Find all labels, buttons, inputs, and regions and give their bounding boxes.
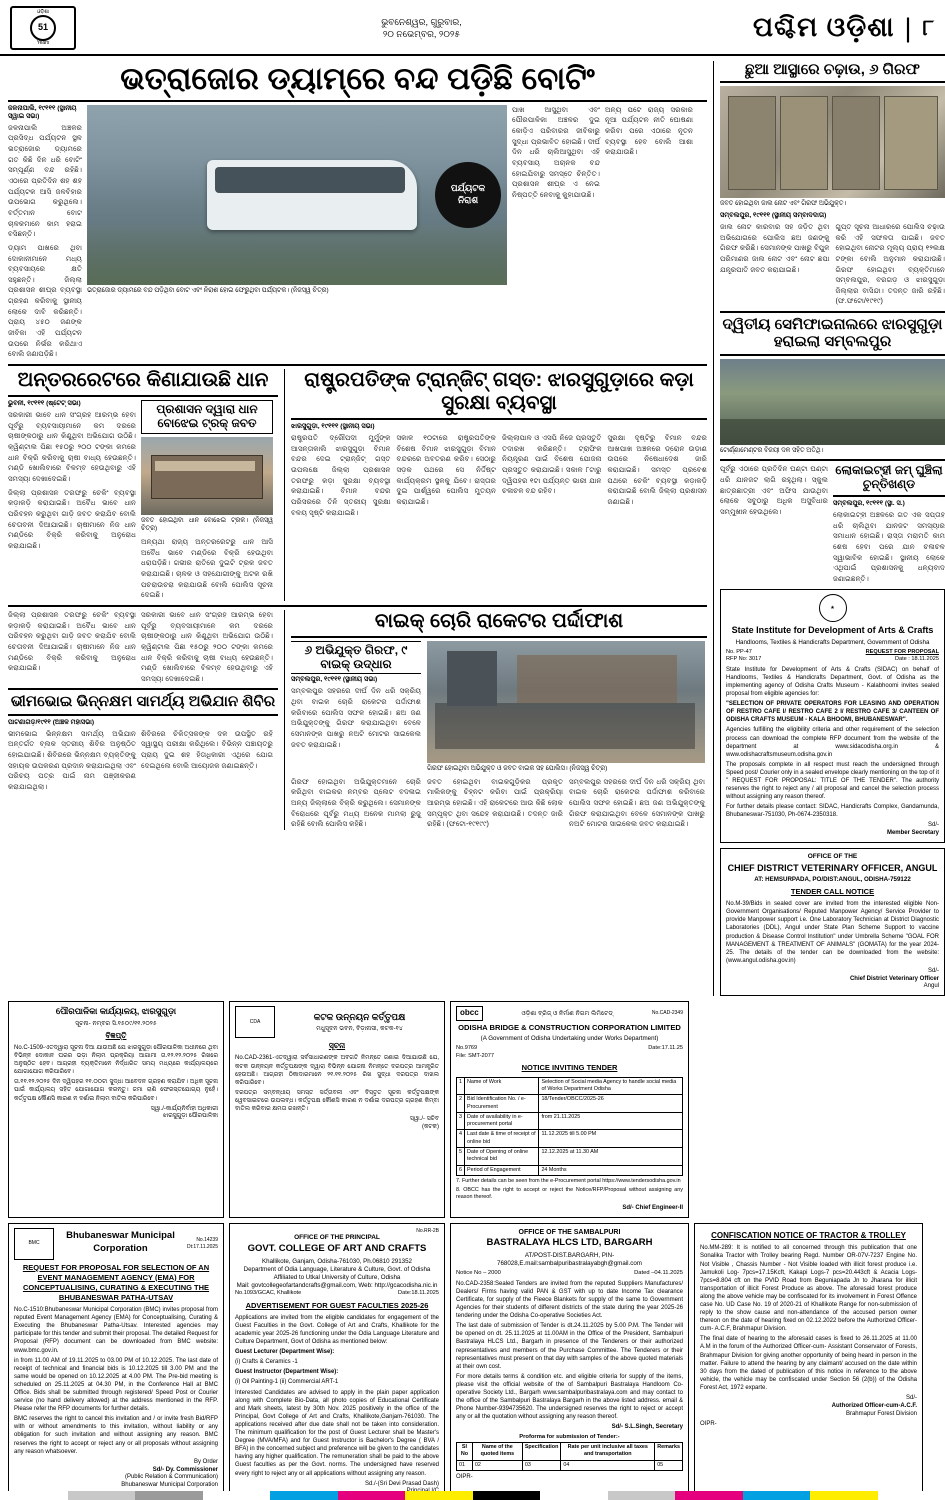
gcac-body-2: Interested Candidates are advised to apply in the plain paper application along with Complete Bio-Data, all photo copies of Educational Certificate and Mark sheets, latest by 30th Nov. 2025 positively in the office of the Principal, Govt College of Art and Crafts, Khallikote,Ganjam-761030. The applications received after due date shall not be taken into consideration. The minimum qualification for the post of Guest Lecturer shall be Master's Degree (MVA/MFA) and for Guest Instructor is Bachelor's Degree ( BVA / BFA) in the concerned subject and preference will be given to the candidates having any higher qualification. The remuneration shall be paid to the above Guest faculties as per the Govt. norms. The undersigned have reserved every right to reject any or all applications without assigning any reason. (235, 1389, 439, 1477)
bastralaya-address: AT/POST-DIST.BARGARH, PIN-768028,E.mail:sambalpuribastralayabgh@gmail.com (497, 1251, 642, 1267)
gcac-li-1: Guest Lecturer (Department Wise): (235, 1349, 335, 1356)
obcc-notice-title: NOTICE INVITING TENDER (521, 1063, 618, 1073)
president-byline: ଝାରସୁଗୁଡ଼ା, ୧୯୧୧୧ (ସ୍ଥାନୀୟ ସଭା) (291, 423, 375, 431)
table-cell: 5 (457, 1147, 465, 1165)
semifinal-caption: ଟୋର୍ଣ୍ଣାମେଣ୍ଟର ବିଜୟୀ ଦଳ ସହିତ ଅତିଥି। (720, 446, 824, 454)
ring-headline: ଲୋକାଇଟ୍‌ହୀ ଜମ୍ ଘୁଞ୍ଚିଲା ଚୁନ୍ତିଖଣ୍ଡ (835, 463, 943, 492)
bmc-sign-2: Sd/- Dy. Commissioner (152, 1466, 218, 1473)
angul-office-label: OFFICE OF THE (807, 853, 858, 861)
lead-col-1 (8, 105, 82, 360)
table-cell: 1 (457, 1077, 465, 1095)
table-cell: 01 (457, 1460, 473, 1470)
fake-note-photo (720, 86, 945, 198)
rice-body-1: ସରକାରୀ ଭାବେ ଧାନ ସଂଗ୍ରହ ଆରମ୍ଭ ହେବା ପୂର୍ବରୁ ବ୍ୟବସାୟୀମାନେ କମ ଦରରେ ଚାଷୀଙ୍କଠାରୁ ଧାନ କିଣୁଥିବା ଅଭିଯୋଗ ଉଠିଛି। କ୍ୱିଣ୍ଟାଲ ପିଛା ୧୫୦ରୁ ୨୦୦ ଟଙ୍କା କମରେ ଧାନ ବିକ୍ରି କରିବାକୁ ଚାଷୀ ବାଧ୍ୟ ହେଉଛନ୍ତି। ମଣ୍ଡି ଖୋଲିବାରେ ବିଳମ୍ବ ହେଉଥିବାରୁ ଏହି ସମସ୍ୟା ଦେଖାଦେଇଛି। (8, 410, 136, 484)
ad-row-1 (0, 1001, 945, 1217)
sidac-no: No. PP-47 (726, 648, 752, 655)
table-cell: 11.12.2025 till 5.00 PM (539, 1130, 683, 1148)
second-row (8, 369, 707, 601)
fake-note-body-2: ଗୁପ୍ତ ସୂଚନା ଆଧାରରେ ପୋଲିସ ଚଢ଼ାଉ କରି ଏହି ସଫଳତା ପାଇଛି। ଜବତ ହୋଇଥିବା ନୋଟର ମୂଲ୍ୟ ପ୍ରାୟ ୧୨ଲକ୍ଷ ଟଙ୍କା ବୋଲି ଅନୁମାନ କରାଯାଉଛି। ଗିରଫ ହୋଇଥିବା ବ୍ୟକ୍ତିମାନେ ସମ୍ବଲପୁର, ବରଗଡ଼ ଓ ଝାରସୁଗୁଡ଼ା ଜିଲ୍ଲାର ବାସିନ୍ଦା। ତଦନ୍ତ ଜାରି ରହିଛି। (ଫ.ଫଟୋ/୧୯୧୯) (835, 221, 945, 306)
bastralaya-oipr: OIPR- (456, 1473, 473, 1480)
bastralaya-body-3: For more details terms & condition etc. and eligible criteria for supply of the items, please visit the official website of the of Sambalpuri Bastralaya Handloom Co-operative Society Ltd., Bargarh www.sambalpuribastralaya.com and may contact to the office of the Sambalpuri Bastralaya Bargarh in the above listed address. email & Phone Number-9394735620. The undersigned reserves the right to reject or accept any or all the quotation without assigning any reason thereof. (456, 1373, 683, 1421)
semifinal-photo (720, 359, 945, 445)
story-rice-continued (8, 610, 278, 830)
obcc-sign: Sd/- Chief Engineer-II (622, 1204, 683, 1211)
rice-col-1 (8, 400, 136, 601)
bmc-sign-3: (Public Relation & Communication) (124, 1474, 218, 1481)
table-header-cell: Sl No (457, 1442, 473, 1460)
gcac-address: Khallikote, Ganjam, Odisha-761030, Ph.06810 291352 (262, 1257, 412, 1265)
obcc-logo-icon: obcc (456, 1006, 483, 1021)
page-number: ୮ (922, 15, 935, 40)
ad-sambalpuri-bastralaya (450, 1223, 689, 1500)
angul-sign-3: Angul (923, 983, 939, 990)
bastralaya-proforma-label: Proforma for submission of Tender:- (519, 1434, 620, 1441)
angul-body: No.M-39/Bids in sealed cover are invited from the interested eligible Non-Government Organisations/ Reputed Manpower Agency/ Service Provider to provide Manpower support i.e. One Laboratory Technician at District Diagnostic Laboratories (DDL), Angul under State Plan Scheme Support to vaccine production & Disease Control Institution" under Umbrella Scheme "GOAL FOR MANAGEMENT & TREATMENT OF ANIMALS" (GOMATA) for the year 2024-25. The details of the tender can be downloaded from the website: (www.angul.odisha.gov.in) (726, 901, 939, 964)
table-cell: Last date & time of receipt of online bid (465, 1130, 539, 1148)
story-president (291, 369, 707, 601)
rice-byline: ଭୁବନୀ, ୧୯୧୧୧ (ଷ୍ଟେଟ୍ ସଭା) (8, 400, 81, 408)
semifinal-headline: ଦ୍ୱିତୀୟ ସେମିଫାଇନାଲରେ ଝାରସୁଗୁଡ଼ା ହରାଇଲା ସମ୍ବଲପୁର (722, 316, 943, 351)
rice-cont-1: ଜିଲ୍ଲା ପ୍ରଶାସନ ତରଫରୁ ଚେକିଂ ବ୍ୟବସ୍ଥା କଡ଼ାକଡ଼ି କରାଯାଇଛି। ଅବୈଧ ଭାବେ ଧାନ ପରିବହନ କରୁଥିବା ଗାଡ଼ି ଜବତ କରାଯିବ ବୋଲି ଚେତାବନୀ ଦିଆଯାଇଛି। ଚାଷୀମାନେ ନିଜ ଧାନ ମଣ୍ଡିରେ ବିକ୍ରି କରିବାକୁ ଅନୁରୋଧ କରାଯାଇଛି। (8, 609, 136, 673)
bike-body-4: ସମ୍ବଲପୁର ସହରରେ ଦୀର୍ଘ ଦିନ ଧରି ସକ୍ରିୟ ଥିବା ବାଇକ ଚୋରି ରାକେଟର ପର୍ଦ୍ଦାଫାଶ କରିବାରେ ପୋଲିସ ସଫଳ ହୋଇଛି। ଛଅ ଜଣ ଅଭିଯୁକ୍ତଙ୍କୁ ଗିରଫ କରାଯାଇଥିବା ବେଳେ ସେମାନଙ୍କ ପାଖରୁ ନଅଟି ମୋଟର ସାଇକେଲ ଜବତ କରାଯାଇଛି। (569, 776, 705, 829)
fake-note-byline: ସମ୍ବଲପୁର, ୧୯୧୧୧ (ସ୍ଥାନୀୟ ସମ୍ବାଦଦାତା) (720, 211, 827, 219)
table-cell: from 21.11.2025 (539, 1112, 683, 1130)
table-cell: 18/Tender/OBCC/2025-26 (539, 1095, 683, 1113)
masthead-dateline (76, 16, 753, 40)
gcac-li-4: (i) Oil Painting-1 (ii) Commercial ART-1 (235, 1379, 339, 1386)
sidac-body-1: State Institute for Development of Arts & Crafts (SIDAC) on behalf of Handlooms, Textiles & Handicrafts Department, Govt. of Odisha as the implementing agency of Odisha Crafts Museum - Kalabhoomi invites sealed proposal from eligible agencies for: (726, 666, 939, 698)
table-cell: 2 (457, 1095, 465, 1113)
table-row (457, 1112, 683, 1130)
cda-body-1: No.CAD-2361-ଏତଦ୍ୱାରା ସର୍ବସାଧାରଣଙ୍କ ଅବଗତି ନିମନ୍ତେ ଜଣାଇ ଦିଆଯାଉଛି ଯେ, କଟକ ଉନ୍ନୟନ କର୍ତ୍ତୃପକ୍ଷଙ୍କ ଦ୍ୱାରା ବିଭିନ୍ନ ଯୋଜନା ନିମନ୍ତେ ଦରପତ୍ର ଆମନ୍ତ୍ରିତ ହେଉଅଛି। ଆଗ୍ରହୀ ଠିକାଦାରମାନେ ୨୧.୧୧.୨୦୨୫ ରିଖ ସୁଦ୍ଧା ଦରପତ୍ର ଦାଖଲ କରିପାରିବେ। (235, 1055, 439, 1086)
lead-col-3 (512, 105, 600, 360)
president-body-3: ଜିଲ୍ଲାପାଳ ଓ ଏସପି ନିଜେ ପ୍ରସ୍ତୁତି ତଦାରଖ କରିଛନ୍ତି। ଟ୍ରାଫିକ ନିୟନ୍ତ୍ରଣ ପାଇଁ ବିଶେଷ ଯୋଜନା ପ୍ରସ୍ତୁତ କରାଯାଇଛି। ସକାଳ ୮ଟାରୁ ଦ୍ୱିପହର ୧ଟା ପର୍ଯ୍ୟନ୍ତ ଭାରୀ ଯାନ ଚଳାଚଳ ବନ୍ଦ ରହିବ। (502, 433, 602, 496)
table-row (457, 1095, 683, 1113)
bmc-sign-4: Bhubaneswar Municipal Corporation (121, 1482, 218, 1489)
bike-sub-headline: ୬ ଅଭିଯୁକ୍ତ ଗିରଫ, ୯ ବାଇକ୍ ଉଦ୍ଧାର (291, 641, 421, 675)
table-cell: 24 Months (539, 1165, 683, 1175)
lead-headline: ଭତ୍ରାଜୋର ଡ୍ୟାମ୍‌ରେ ବନ୍ଦ ପଡ଼ିଛି ବୋଟିଂ (120, 61, 595, 96)
sidac-body-3: Agencies fulfilling the eligibility criteria and other requirement of the selection process can download the complete RFP document from the website of the department at www.sidacodisha.org.in & www.odishacraftsmuseum.odisha.gov.in (726, 727, 939, 758)
sidac-sign-1: Sd/- (927, 822, 939, 829)
obcc-foot-1: 7. Further details can be seen from the e-Procurement portal https://www.tendersodisha.gov.in (456, 1177, 681, 1184)
bastralaya-office-label: OFFICE OF THE SAMBALPURI (518, 1228, 621, 1236)
jharsuguda-sub: ସୂଚନା- ନମ୍ବର ସି.୧୫୦୯/୧୧.୨୦୨୫ (75, 1019, 157, 1027)
table-cell: Period of Engagement (465, 1165, 539, 1175)
truck-photo-caption: ଜବତ ହୋଇଥିବା ଧାନ ବୋଝେଇ ଟ୍ରକ। (ନିଜସ୍ୱ ଚିତ୍ର) (141, 516, 273, 533)
table-cell: Date of availability in e-procurement portal (465, 1112, 539, 1130)
bmc-no: No.14239 (196, 1236, 218, 1243)
camp-body-2: ଶିବିରରେ ଚିକିତ୍ସକଙ୍କ ଦଳ ଉପସ୍ଥିତ ରହି ସ୍ୱାସ୍ଥ୍ୟ ପରୀକ୍ଷା କରିଥିଲେ। ବିଭିନ୍ନ ପଞ୍ଚାୟତରୁ ପ୍ରାୟ ଦୁଇ ଶହ ହିତାଧିକାରୀ ଏଥିରେ ଯୋଗ ଦେଇଥିଲେ ବୋଲି ଆୟୋଜକ ଜଣାଇଛନ୍ତି। (141, 728, 273, 770)
forest-body-1: No.MM-289: It is notified to all concerned through this publication that one Sonalika Tractor with Trolley bearing Regd. Number OR-07V-7237 Engine No. Not Visible , Chassis Number - Not Visible loaded with illicit forest produce i.e. Jamukoli Log- 7pcs=17.15Kcft, Kakapi Logs-7 pcs=20.443cft & Acacia Logs-7pcs=8.804 cft on the PVID Road from Beguniapada Jn to Jharana for illicit transportation of illicit Forest Produce as above. The aforesaid forest produce along the above vehicle may be confiscated for its involvement in Forest Offence case No. UD Case No. 19 of 2020-21 of Khallikote Range for non-submission of reply to the show cause and non-attendance of the accused person owner thereon on the date of hearing fixed on 02.12.2022 before the Authorized Officer-cum- A.C.F, Brahmapur Division. (700, 1245, 917, 1333)
obcc-file: File: SMT-2077 (456, 1052, 494, 1059)
gcac-advert-title: ADVERTISEMENT FOR GUEST FACULTIES 2025-26 (245, 1300, 429, 1310)
bike-col-2 (427, 641, 705, 774)
ring-col-left (720, 464, 828, 584)
sidac-title: State Institute for Development of Arts & Crafts (731, 625, 934, 636)
paper-logo (10, 6, 76, 50)
angul-title: CHIEF DISTRICT VETERINARY OFFICER, ANGUL (727, 862, 938, 873)
cda-sub: ମଧୁସୂଦନ ଭବନ, ବିଡ଼ାନାସୀ, କଟକ-୧୪ (316, 1025, 403, 1033)
masthead (0, 0, 945, 56)
sidac-body-2: "SELECTION OF PRIVATE OPERATORS FOR LEASING AND OPERATION OF RESTRO CAFE I/ RESTRO CAFE 2 I/ RESTRO CAFE 3/ CANTEEN OF ODISHA CRAFTS MUSEUM - KALA BHOOMI, BHUBANESWAR". (726, 701, 939, 724)
bike-col-1 (291, 641, 421, 774)
govt-emblem-icon: ★ (819, 594, 847, 622)
table-row (457, 1130, 683, 1148)
forest-body-2: The final date of hearing to the aforesaid cases is fixed to 26.11.2025 at 11.00 A.M in the forum of the Authorized Officer-cum- Assistant Conservator of Forests, Brahmapur Division for giving another opportunity of being heard in person in the matter. Failure to attend the hearing by any claimant/ accused on the date within 30 days from the dated of publication of this notice in reference to the above vehicle, the vehicle may be confiscated under Section 56 (2(b)) of the Odisha Forest Act, 1972 exparte. (700, 1336, 917, 1391)
lead-col-4 (605, 105, 693, 360)
ring-body-1: ଲୋକାଇଟ୍‌ହୀ ଅଞ୍ଚଳରେ ଗତ ଏକ ସପ୍ତାହ ଧରି ଚାଲିଥିବା ଯାନଜଟ ସମସ୍ୟାର ସମାଧାନ ହୋଇଛି। ରାସ୍ତା ମରାମତି କାମ ଶେଷ ହେବା ପରେ ଯାନ ଚଳାଚଳ ସ୍ୱାଭାବିକ ହୋଇଛି। ସ୍ଥାନୀୟ ଲୋକେ ଏଥିପାଇଁ ପ୍ରଶାସନକୁ ଧନ୍ୟବାଦ ଜଣାଇଛନ୍ତି। (833, 509, 945, 583)
jharsuguda-body-1: No.C-1509-ଏତଦ୍ୱାରା ସୂଚନା ଦିଆ ଯାଉଅଛି ଯେ ଝାରସୁଗୁଡ଼ା ପୌରପାଳିକା ଅଧୀନରେ ଥିବା ବିଭିନ୍ନ ଦୋକାନ ଘରର ଭଡ଼ା ନିଲାମ ପ୍ରକ୍ରିୟା ଆଗାମୀ ତା.୧୨.୧୨.୨୦୨୫ ରିଖରେ ଅନୁଷ୍ଠିତ ହେବ। ଆଗ୍ରହୀ ବ୍ୟକ୍ତିମାନେ ନିର୍ଦ୍ଧାରିତ ସମୟ ମଧ୍ୟରେ କାର୍ଯ୍ୟାଳୟରେ ଯୋଗାଯୋଗ କରିପାରିବେ। (14, 1044, 218, 1076)
jharsuguda-body-2: ତା.୧୧.୧୨.୨୦୨୫ ଦିନ ଦ୍ୱିପହର ୧୧.୦୦ଟା ସୁଦ୍ଧା ଆବେଦନ ଗ୍ରହଣ କରାଯିବ। ଅଧିକ ସୂଚନା ପାଇଁ କାର୍ଯ୍ୟାଳୟ ସହିତ ଯୋଗାଯୋଗ କରନ୍ତୁ। ଜମା ରାଶି ଫେରସ୍ତଯୋଗ୍ୟ ନୁହେଁ। କର୍ତ୍ତୃପକ୍ଷ କୌଣସି କାରଣ ନ ଦର୍ଶାଇ ନିଲାମ ବାତିଲ କରିପାରିବେ। (14, 1079, 218, 1102)
logo-top-text: ଓଡ଼ିଶା (36, 8, 49, 15)
bike-photo-caption: ଗିରଫ ହୋଇଥିବା ଅଭିଯୁକ୍ତ ଓ ଜବତ ବାଇକ ସହ ପୋଲିସ। (ନିଜସ୍ୱ ଚିତ୍ର) (427, 764, 608, 772)
obcc-tagline: ଓଡ଼ିଶା ବ୍ରିଜ୍ ଓ ନିର୍ମାଣ ନିଗମ ଲିମିଟେଡ୍ (521, 1009, 614, 1017)
tourist-stamp (435, 162, 501, 228)
table-cell: 12.12.2025 at 11.30 AM (539, 1147, 683, 1165)
truck-photo (141, 437, 273, 515)
ad-obcc (450, 1001, 689, 1217)
rice-col-2 (141, 400, 273, 601)
table-cell: 05 (655, 1460, 683, 1470)
jharsuguda-title: ପୌରପାଳିକା କାର୍ଯ୍ୟାଳୟ, ଝାରସୁଗୁଡ଼ା (55, 1006, 177, 1017)
ring-col-right (833, 464, 945, 584)
forest-sign-1: Sd/- (905, 1395, 917, 1402)
bmc-body-2: in from 11.00 AM of 19.11.2025 to 03.00 PM of 10.12.2025. The last date of receipt of technical and financial bids is 10.12.2025 till 3.00 PM and the same would be opened on 10.12.2025 at 4.00 PM. The Pre-bid meeting is scheduled on 25.11.2025 at 04.30 PM, in the Conference Hall at BMC Office. Bids shall be submitted through registered/ Speed Post or Courier service (no hand delivery allowed) at the address mentioned in the RFP. Please refer the RFP documents for further details. (14, 1357, 218, 1413)
rice-cont-2: ସରକାରୀ ଭାବେ ଧାନ ସଂଗ୍ରହ ଆରମ୍ଭ ହେବା ପୂର୍ବରୁ ବ୍ୟବସାୟୀମାନେ କମ ଦରରେ ଚାଷୀଙ୍କଠାରୁ ଧାନ କିଣୁଥିବା ଅଭିଯୋଗ ଉଠିଛି। କ୍ୱିଣ୍ଟାଲ ପିଛା ୧୫୦ରୁ ୨୦୦ ଟଙ୍କା କମରେ ଧାନ ବିକ୍ରି କରିବାକୁ ଚାଷୀ ବାଧ୍ୟ ହେଉଛନ୍ତି। ମଣ୍ଡି ଖୋଲିବାରେ ବିଳମ୍ବ ହେଉଥିବାରୁ ଏହି ସମସ୍ୟା ଦେଖାଦେଇଛି। (141, 609, 273, 683)
cda-head: ସୂଚନା (328, 1041, 346, 1051)
bike-headline: ବାଇକ୍ ଚୋରି ରାକେଟର ପର୍ଦ୍ଦାଫାଶ (374, 609, 624, 632)
gcac-title: GOVT. COLLEGE OF ART AND CRAFTS (247, 1243, 427, 1255)
president-body-1: ରାଷ୍ଟ୍ରପତି ଦ୍ରୌପଦୀ ମୁର୍ମୁଙ୍କ ଆସନ୍ତାକାଲି ଝାରସୁଗୁଡ଼ା ବିମାନ ବନ୍ଦର ଦେଇ ଟ୍ରାନ୍‌ଜିଟ୍ ଗସ୍ତ ଉପଲକ୍ଷେ ଜିଲ୍ଲା ପ୍ରଶାସନ ତରଫରୁ କଡ଼ା ସୁରକ୍ଷା ବ୍ୟବସ୍ଥା କରାଯାଇଛି। ବିମାନ ବନ୍ଦର ପରିସରରେ ତିନି ସ୍ତରୀୟ ସୁରକ୍ଷା ବଳୟ ସୃଷ୍ଟି କରାଯାଇଛି। (291, 433, 391, 517)
ad-sidac (720, 589, 945, 843)
forest-sign-3: Brahmapur Forest Division (845, 1410, 917, 1417)
story-bike (291, 610, 707, 830)
cda-title: କଟକ ଉନ୍ନୟନ କର୍ତ୍ତୃପକ୍ଷ (313, 1012, 406, 1023)
camp-body-1: ଭୀମଭୋଇ ଭିନ୍ନକ୍ଷମ ସାମର୍ଥ୍ୟ ଅଭିଯାନ ଅନ୍ତର୍ଗତ ବ୍ଲକ ସ୍ତରୀୟ ଶିବିର ଅନୁଷ୍ଠିତ ହୋଇଯାଇଛି। ଶିବିରରେ ଭିନ୍ନକ୍ଷମ ବ୍ୟକ୍ତିଙ୍କୁ ସହାୟକ ଉପକରଣ ପ୍ରଦାନ କରାଯାଇଥିଲା ଏବଂ ପରିଚୟ ପତ୍ର ପାଇଁ ନାମ ପଞ୍ଜୀକରଣ କରାଯାଇଥିଲା। (8, 728, 136, 792)
table-header-cell: Remarks (655, 1442, 683, 1460)
color-registration-bar (0, 1491, 945, 1500)
bmc-date: Dt:17.11.2025 (186, 1243, 218, 1250)
logo-years-label: Years (36, 40, 50, 46)
table-row (457, 1077, 683, 1095)
bike-body-1: ସମ୍ବଲପୁର ସହରରେ ଦୀର୍ଘ ଦିନ ଧରି ସକ୍ରିୟ ଥିବା ବାଇକ ଚୋରି ରାକେଟର ପର୍ଦ୍ଦାଫାଶ କରିବାରେ ପୋଲିସ ସଫଳ ହୋଇଛି। ଛଅ ଜଣ ଅଭିଯୁକ୍ତଙ୍କୁ ଗିରଫ କରାଯାଇଥିବା ବେଳେ ସେମାନଙ୍କ ପାଖରୁ ନଅଟି ମୋଟର ସାଇକେଲ ଜବତ କରାଯାଇଛି। (291, 686, 421, 749)
angul-notice-title: TENDER CALL NOTICE (790, 887, 875, 897)
table-cell: 04 (561, 1460, 655, 1470)
gcac-body-1: Applications are invited from the eligible candidates for engagement of the Guest Faculties in the Govt. College of Art and Crafts, Khallikote for the academic year 2025-26 functioning under the Odia Language Literature and Culture Department, Govt of Odisha as mentioned below: (235, 1314, 439, 1346)
obcc-no: No.9769 (456, 1045, 478, 1052)
table-cell: 6 (457, 1165, 465, 1175)
bmc-body-1: No.C-1510:Bhubaneswar Municipal Corporation (BMC) invites proposal from reputed Event Management Agency (EMA) for Conceptualising, Curating & Executing the Bhubaneswar Patha-Utsav. Interested agencies may participate for this tender and submit their proposal. The detailed Request for Proposal (RFP) document can be downloaded from BMC website: www.bmc.gov.in. (14, 1307, 219, 1354)
rice-headline: ଅନ୍ତରରେଟରେ କିଣାଯାଉଛି ଧାନ (17, 369, 269, 392)
lead-body-4: ଅନ୍ୟ ପଟେ ରାଜ୍ୟ ସରକାର ନୂଆ ପର୍ଯ୍ୟଟନ ନୀତି ଘୋଷଣା କରିବା ପରେ ଏଠାରେ ନୂତନ ବ୍ୟବସ୍ଥା ହେବ ବୋଲି ଆଶା କରାଯାଉଛି। (605, 104, 693, 157)
bmc-sign-1: By Order (193, 1458, 218, 1465)
bastralaya-notice-no: Notice No – 2000 (456, 1269, 501, 1276)
camp-headline: ଭୀମଭୋଇ ଭିନ୍ନକ୍ଷମ ସାମର୍ଥ୍ୟ ଅଭିଯାନ ଶିବିର (10, 693, 276, 711)
sidac-date: Date : 18.11.2025 (894, 656, 939, 663)
table-header-cell: Specification (522, 1442, 561, 1460)
lead-byline: ଜଳନାପାଲି, ୧୯୧୧୧ (ସ୍ଥାନୀୟ ସ୍ୱାଇ ସଭା) (8, 104, 77, 120)
table-header-cell: Name of the quoted items (472, 1442, 522, 1460)
ad-placeholder-right (694, 1001, 923, 1217)
gcac-mail: Mail: govtcollegeofartandcrafts@gmail.com, Web: http://gcacodisha.nic.in (236, 1282, 438, 1290)
story-rice (8, 369, 278, 601)
angul-sign-2: Chief District Veterinary Officer (849, 975, 939, 982)
cda-sign-1: ସ୍ୱା./- ସଚିବ (409, 1116, 439, 1123)
gcac-dept: Department of Odia Language, Literature & Culture, Govt. of Odisha (243, 1265, 431, 1273)
ad-forest-confiscation (694, 1223, 923, 1500)
third-row (8, 610, 707, 830)
cda-logo-icon: CDA (235, 1006, 275, 1038)
bike-body-2: ଗିରଫ ହୋଇଥିବା ଅଭିଯୁକ୍ତମାନେ ଚୋରି କରିଥିବା ବାଇକର ନମ୍ବର ପ୍ଲେଟ ବଦଳାଇ ଅନ୍ୟ ଜିଲ୍ଲାରେ ବିକ୍ରି କରୁଥିଲେ। ସେମାନଙ୍କ ବିରୋଧରେ ପୂର୍ବରୁ ମଧ୍ୟ ଅନେକ ମାମଲା ରୁଜୁ ରହିଛି ବୋଲି ପୋଲିସ କହିଛି। (291, 776, 421, 829)
ring-body-2: ପୂର୍ବରୁ ଏଠାରେ ପ୍ରତିଦିନ ଘଣ୍ଟା ଘଣ୍ଟା ଧରି ଯାନଜଟ ଲାଗି ରହୁଥିଲା। ସ୍କୁଲ ଛାତ୍ରଛାତ୍ରୀ ଏବଂ ଅଫିସ ଯାଉଥିବା ଲୋକେ ସବୁଠାରୁ ଅଧିକ ଅସୁବିଧାର ସମ୍ମୁଖୀନ ହେଉଥିଲେ। (720, 464, 828, 516)
obcc-tender-table (456, 1077, 683, 1176)
president-body-4: ସୁରକ୍ଷା ଦୃଷ୍ଟିରୁ ବିମାନ ବନ୍ଦର ଆଖପାଖ ଅଞ୍ଚଳରେ ଡ୍ରୋନ ଉଡ଼ାଣ ଉପରେ ନିଷେଧାଦେଶ ଜାରି କରାଯାଇଛି। ସମସ୍ତ ପ୍ରବେଶ ପଥରେ ଚେକିଂ ବ୍ୟବସ୍ଥା କଡ଼ାକଡ଼ି କରାଯାଇଛି ବୋଲି ଜିଲ୍ଲା ପ୍ରଶାସନ ଜଣାଇଛି। (607, 433, 707, 507)
obcc-date: Date:17.11.25 (648, 1045, 683, 1052)
obcc-subtitle: (A Government of Odisha Undertaking under Works Department) (480, 1035, 659, 1043)
gcac-sign-1: Sd./-(Sri Devi Prasad Dash) (364, 1480, 439, 1487)
president-body-2: ସକାଳ ୧୦ଟାରେ ରାଷ୍ଟ୍ରପତିଙ୍କ ବିଶେଷ ବିମାନ ଝାରସୁଗୁଡ଼ା ବିମାନ ବନ୍ଦରରେ ଅବତରଣ କରିବ। ସେଠାରୁ ସଡ଼କ ପଥରେ ସେ ନିର୍ଦ୍ଦିଷ୍ଟ କାର୍ଯ୍ୟକ୍ରମ ସ୍ଥଳକୁ ଯିବେ। ରାସ୍ତାର ଦୁଇ ପାର୍ଶ୍ୱରେ ପୋଲିସ ମୁତୟନ କରାଯାଇଛି। (396, 433, 496, 507)
table-cell: 4 (457, 1130, 465, 1148)
sidac-sign-2: Member Secretary (886, 830, 939, 837)
bike-body-3: ଜବତ ହୋଇଥିବା ବାଇକଗୁଡ଼ିକର ପ୍ରକୃତ ମାଲିକଙ୍କୁ ଚିହ୍ନଟ କରିବା ପାଇଁ ପ୍ରକ୍ରିୟା ଆରମ୍ଭ ହୋଇଛି। ଏହି ରାକେଟରେ ଆଉ କିଛି ଲୋକ ସମ୍ପୃକ୍ତ ଥିବା ସନ୍ଦେହ କରାଯାଉଛି। ତଦନ୍ତ ଜାରି ରହିଛି। (ଫଟୋ-୧୯୧୯୯) (427, 776, 563, 829)
bastralaya-proforma-table (456, 1442, 683, 1471)
ad-bmc (8, 1223, 224, 1500)
bike-byline: ସମ୍ବଲପୁର, ୧୯୧୧୧ (ସ୍ଥାନୀୟ ସଭା) (291, 676, 378, 684)
table-cell: Selection of Social media Agency to handle social media of Works Department Odisha (539, 1077, 683, 1095)
lead-body-2: ଡ୍ୟାମ ପାଖରେ ଥିବା ଦୋକାନୀମାନେ ମଧ୍ୟ ବ୍ୟବସାୟରେ କ୍ଷତି ସହୁଛନ୍ତି। ଜିଲ୍ଲା ପ୍ରଶାସନ ଶୀଘ୍ର ବ୍ୟବସ୍ଥା ଗ୍ରହଣ କରିବାକୁ ସ୍ଥାନୀୟ ଲୋକେ ଦାବି କରିଛନ୍ତି। ପ୍ରାୟ ୪୫୦ ଜଣଙ୍କ ଜୀବିକା ଏହି ପର୍ଯ୍ୟଟନ ଉପରେ ନିର୍ଭର କରିଥାଏ ବୋଲି ଜଣାପଡ଼ିଛି। (8, 242, 82, 359)
angul-address: AT: HEMSURPADA, PO/DIST:ANGUL, ODISHA-759122 (754, 875, 911, 883)
right-column-block (713, 61, 945, 996)
gcac-letter-no: No.1093/GCAC, Khallikote (235, 1290, 302, 1297)
bike-photo (427, 641, 705, 763)
ad-govt-college-art-crafts (229, 1223, 445, 1500)
obcc-foot-2: 8. OBCC has the right to accept or reject the Notice/RFP/Proposal without assigning any reason thereof. (456, 1187, 683, 1201)
table-header-cell: Rate per unit inclusive all taxes and transportation (561, 1442, 655, 1460)
bastralaya-body-2: The last date of submission of Tender is dt.24.11.2025 by 5.00 P.M. The Tender will be opened on dt. 25.11.2025 at 11.00AM in the Office of the President, Sambalpuri Bastralaya HLCS Ltd., Bargarh in presence of the Tenderers or their authorized representatives and members of the Purchase Committee. The Tenderers or their representatives must present on that day with samples of the above quoted materials at their own cost. (456, 1323, 683, 1370)
lead-photo (87, 105, 507, 285)
ad-cda (229, 1001, 445, 1217)
table-row (457, 1165, 683, 1175)
stamp-line-2: ନିରାଶ (457, 194, 479, 205)
sidac-body-5: For further details please contact: SIDAC, Handicrafts Complex, Gandamunda, Bhubaneswar-751030, Ph-0674-2350318. (726, 804, 939, 819)
table-cell: Bid Identification No. / e-Procurement (465, 1095, 539, 1113)
obcc-cad-no: No.CAD-2349 (651, 1010, 683, 1017)
masthead-date: ୨୦ ନଭେମ୍ବର, ୨୦୨୫ (382, 29, 460, 39)
table-cell: 03 (522, 1460, 561, 1470)
content-area (0, 56, 945, 996)
masthead-place: ଭୁବନେଶ୍ୱର, ଗୁରୁବାର, (381, 16, 462, 27)
bastralaya-date: Dated –04.11.2025 (634, 1269, 683, 1276)
table-row (457, 1147, 683, 1165)
left-column-block (8, 61, 707, 996)
bastralaya-sign: Sd/- S.L.Singh, Secretary (611, 1424, 683, 1431)
gcac-li-3: Guest Instructor (Department Wise): (235, 1369, 339, 1376)
ad-jharsuguda-municipality (8, 1001, 224, 1217)
table-cell: Name of Work (465, 1077, 539, 1095)
table-cell: 3 (457, 1112, 465, 1130)
fake-note-headline: ଛୁଆ ଆସ୍ଥାରେ ଚଢ଼ାଉ, ୬ ଗିରଫ (745, 61, 920, 78)
president-headline: ରାଷ୍ଟ୍ରପତିଙ୍କ ଟ୍ରାନ୍‌ଜିଟ୍ ଗସ୍ତ: ଝାରସୁଗୁଡ଼ାରେ କଡ଼ା ସୁରକ୍ଷା ବ୍ୟବସ୍ଥା (304, 369, 694, 415)
obcc-title: ODISHA BRIDGE & CONSTRUCTION CORPORATION LIMITED (458, 1023, 681, 1033)
gcac-affiliation: Affiliated to Utkal University of Culture, Odisha (273, 1274, 401, 1282)
bmc-body-3: BMC reserves the right to cancel this invitation and / or invite fresh Bid/RFP with or without amendments to this invitation, without liability or any obligation for such invitation and without assigning any reason. BMC reserves the right to accept or reject any or all proposals without assigning any reason whatsoever. (14, 1416, 218, 1455)
table-row (457, 1460, 683, 1470)
bmc-logo-icon: BMC (14, 1228, 54, 1260)
sidac-body-4: The proposals complete in all respect must reach the undersigned through Speed post/ Courier only in a sealed envelope clearly mentioning on the top of it " REQUEST FOR PROPOSAL: TITLE OF THE TENDER". The authority reserves the right to reject any / all proposal and cancel the selection process without assigning any reason thereof. (726, 761, 939, 801)
rice-sub-body: ଅନ୍ୟଥା ରାଜ୍ୟ ଅନ୍ତରରେଟରୁ ଧାନ ଆସି ଅବୈଧ ଭାବେ ମଣ୍ଡିରେ ବିକ୍ରି ହେଉଥିବା ଧରାପଡ଼ିଛି। ଗଭୀର ରାତିରେ ଦୁଇଟି ଟ୍ରକ ଜବତ କରାଯାଇଛି। ଚାଳକ ଓ ସହଯୋଗୀଙ୍କୁ ଅଟକ ରଖି ପଚରାଉଚରା କରାଯାଉଛି ବୋଲି ପୋଲିସ ସୂଚନା ଦେଇଛି। (141, 536, 273, 600)
jharsuguda-sign-1: ସ୍ୱା./-କାର୍ଯ୍ୟନିର୍ବାହୀ ଅଧିକାରୀ (150, 1105, 218, 1112)
cda-sign-2: (କଟକ) (421, 1123, 439, 1130)
angul-sign-1: Sd/- (927, 967, 939, 974)
gcac-date: Date:18.11.2025 (398, 1290, 439, 1297)
rice-sub-headline: ପ୍ରଶାସନ ଦ୍ୱାରା ଧାନ ବୋଝେଇ ଟ୍ରକ୍ ଜବତ (141, 400, 273, 434)
lead-photo-caption: ଭତ୍ରାଜୋର ଡ୍ୟାମରେ ବନ୍ଦ ପଡ଼ିଥିବା ବୋଟ ଏବଂ ନିରାଶ ହୋଇ ଫେରୁଥିବା ପର୍ଯ୍ୟଟକ। (ନିଜସ୍ୱ ଚିତ୍ର) (87, 286, 329, 294)
forest-oipr: OIPR- (700, 1421, 717, 1428)
forest-sign-2: Authorized Officer-cum-A.C.F. (831, 1402, 917, 1409)
bastralaya-title: BASTRALAYA HLCS LTD, BARGARH (486, 1237, 653, 1248)
gcac-office-label: OFFICE OF THE PRINCIPAL (294, 1234, 380, 1242)
cda-body-2: ଦରପତ୍ର ସମ୍ବନ୍ଧୀୟ ସମସ୍ତ ସର୍ତ୍ତାବଳୀ ଏବଂ ବିସ୍ତୃତ ସୂଚନା କର୍ତ୍ତୃପକ୍ଷଙ୍କ ୱେବସାଇଟରେ ଉପଲବ୍ଧ। କର୍ତ୍ତୃପକ୍ଷ କୌଣସି କାରଣ ନ ଦର୍ଶାଇ ଦରପତ୍ର ଗ୍ରହଣ କିମ୍ବା ବାତିଲ କରିବାର କ୍ଷମତା ରଖନ୍ତି। (235, 1089, 439, 1112)
camp-byline: ପାଟଣାଗଡ଼/୧୯୧୧ (ଅଞ୍ଚଳ ମହାସଭା) (8, 718, 95, 726)
ad-row-2 (0, 1223, 945, 1500)
masthead-title-group (753, 12, 935, 44)
table-cell: Date of Opening of online technical bid (465, 1147, 539, 1165)
table-cell: 02 (472, 1460, 522, 1470)
sidac-subtitle: Handlooms, Textiles & Handicrafts Department, Government of Odisha (735, 638, 930, 646)
fake-note-caption: ଜବତ ହୋଇଥିବା ଜାଲ ନୋଟ ଏବଂ ଗିରଫ ଅଭିଯୁକ୍ତ। (720, 200, 847, 208)
bmc-rfp-title: REQUEST FOR PROPOSAL FOR SELECTION OF AN EVENT MANAGEMENT AGENCY (EMA) FOR CONCEPTUALISING, CURATING & EXECUTING THE BHUBANESWAR PATHA-UTSAV (22, 1262, 210, 1302)
lead-story (8, 61, 707, 360)
gcac-no: No.RR-2B (416, 1227, 439, 1234)
gcac-li-2: (i) Crafts & Ceramics -1 (235, 1359, 298, 1366)
jharsuguda-sign-2: ଝାରସୁଗୁଡ଼ା ପୌରପାଳିକା (162, 1113, 218, 1120)
stamp-line-1: ପର୍ଯ୍ୟଟକ (450, 182, 486, 193)
fake-note-body-1: ଜାଲ ନୋଟ କାରବାର ସହ ଜଡ଼ିତ ଥିବା ଅଭିଯୋଗରେ ପୋଲିସ ଛଅ ଜଣଙ୍କୁ ଗିରଫ କରିଛି। ସେମାନଙ୍କ ପାଖରୁ ବିପୁଳ ପରିମାଣର ଜାଲ ନୋଟ ଏବଂ ନୋଟ ଛପା ଯନ୍ତ୍ରପାତି ଜବତ କରାଯାଇଛି। (720, 221, 830, 274)
bastralaya-body-1: No.CAD-2358:Sealed Tenders are invited from the reputed Suppliers Manufactures/ Dealers/ Firms having valid PAN & GST with up to date Income Tax clearance Certificate, for supply of the Fleece Blankets for supply of the same to Government Agencies for their students of different districts of the state during the year 2025-26 tendering under the Odisha Co-operative Societies Act. (456, 1280, 683, 1320)
lead-body-1: ଜଳନାପାଲି ଅଞ୍ଚଳର ପ୍ରସିଦ୍ଧ ପର୍ଯ୍ୟଟନ ସ୍ଥଳ ଭତ୍ରାଜୋର ଡ୍ୟାମରେ ଗତ କିଛି ଦିନ ଧରି ବୋଟିଂ ସମ୍ପୂର୍ଣ୍ଣ ବନ୍ଦ ରହିଛି। ଏଠାରେ ପ୍ରତିଦିନ ଶହ ଶହ ପର୍ଯ୍ୟଟକ ଆସି ଜଳବିହାର ଉପଭୋଗ କରୁଥିଲେ। ବର୍ତ୍ତମାନ ବୋଟ ଚାଳକମାନେ କାମ ହରାଇ ବସିଛନ୍ତି। (8, 122, 82, 239)
page-title: ପଶ୍ଚିମ ଓଡ଼ିଶା (752, 12, 895, 42)
sidac-request-title: REQUEST FOR PROPOSAL (865, 648, 939, 655)
sidac-rfp-no: RFP No: 3017 (726, 656, 762, 663)
ad-angul-cdvo (720, 848, 945, 996)
masthead-separator: | (904, 12, 913, 43)
jharsuguda-head: ବିଜ୍ଞପ୍ତି (105, 1030, 127, 1040)
lead-photo-wrap (87, 105, 507, 360)
logo-anniversary-number: 51 (30, 15, 56, 41)
lead-body-3: ପାଖ ଆସୁଥିବା ଏବଂ ପୌରପାଳିକା ଅଞ୍ଚଳର ଦୁଇ କୋଡ଼ିଏ ପରିବାରର ଜୀବିକାରୁ ସୁଦ୍ଧା ପ୍ରଭାବିତ ହୋଇଛି। ଦୀର୍ଘ ଦିନ ଧରି ଚାଲିଆସୁଥିବା ଏହି ବ୍ୟବସାୟ ଅଚାନକ ବନ୍ଦ ହୋଇଯିବାରୁ ସମସ୍ତେ ଚିନ୍ତିତ। ପ୍ରଶାସନ ଶୀଘ୍ର ଏ ନେଇ ନିଷ୍ପତ୍ତି ନେବାକୁ କୁହାଯାଉଛି। (512, 104, 600, 199)
ring-byline: ସମ୍ବଲପୁର, ୧୯୧୧୧ (ସ୍ଥା. ସ.) (833, 499, 905, 507)
forest-title: CONFISCATION NOTICE OF TRACTOR & TROLLEY (711, 1230, 906, 1240)
bmc-title: Bhubaneswar Municipal Corporation (66, 1229, 175, 1254)
rice-body-2: ଜିଲ୍ଲା ପ୍ରଶାସନ ତରଫରୁ ଚେକିଂ ବ୍ୟବସ୍ଥା କଡ଼ାକଡ଼ି କରାଯାଇଛି। ଅବୈଧ ଭାବେ ଧାନ ପରିବହନ କରୁଥିବା ଗାଡ଼ି ଜବତ କରାଯିବ ବୋଲି ଚେତାବନୀ ଦିଆଯାଇଛି। ଚାଷୀମାନେ ନିଜ ଧାନ ମଣ୍ଡିରେ ବିକ୍ରି କରିବାକୁ ଅନୁରୋଧ କରାଯାଇଛି। (8, 487, 136, 550)
